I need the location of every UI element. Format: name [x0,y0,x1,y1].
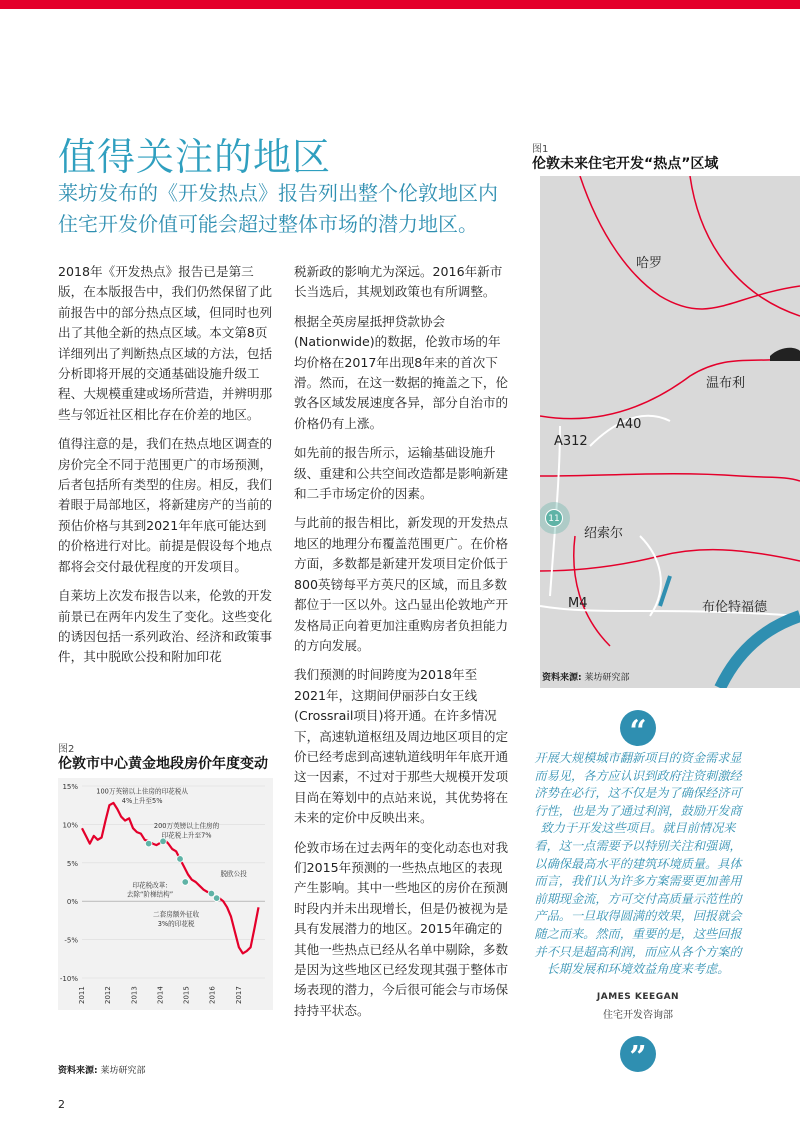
event-marker [208,890,215,897]
figure-label: 图2 [58,744,75,755]
event-marker [213,895,220,902]
map-label-southall: 绍索尔 [584,526,624,541]
rail-line [540,356,800,419]
source-label: 资料来源: [58,1066,98,1076]
rail-line [580,176,800,309]
paragraph: 与此前的报告相比，新发现的开发热点地区的地理分布覆盖范围更广。在价格方面，多数都是新建开发项目定价低于800英镑每平方英尺的区域，而且多数都位于一区以外。这凸显出伦敦地产开发格局正向着更加注重购房者负担能力的方向发展。 [294,515,509,653]
chart-annotation: 4%上升至5% [121,796,163,805]
hotspot-marker[interactable]: 11 [545,509,563,527]
stadium-icon [770,348,800,361]
event-marker [182,879,189,886]
quote-author-role: 住宅开发咨询部 [603,1010,673,1021]
paragraph: 我们预测的时间跨度为2018年至2021年，这期间伊丽莎白女王线(Crossrail项目)将开通。在许多情况下，高速轨道枢纽及周边地区项目的定价已经考虑到高速轨道线明年年底开通这一因素，不过对于那些大规模开发项目尚在筹划中的点站来说，其优势将在未来的定价中反映出来。 [294,667,509,826]
rail-line [540,474,800,481]
pull-quote: 开展大规模城市翻新项目的资金需求显而易见，各方应认识到政府注资刺激经济势在必行，这不仅是为了确保经济可行性，也是为了通过利润，鼓励开发商致力于开发这些项目。就目前情况来看，这一点需要予以特别关注和强调，以确保最高水平的建筑环境质量。具体而言，我们认为许多方案需要更加善用前期现金流，方可交付高质量示范性的产品。一旦取得圆满的效果，回报就会随之而来。然而，重要的是，这些回报并不只是超高利润，而应从各个方案的长期发展和环境效益角度来考虑。 [534,751,742,977]
river-thames [720,616,800,688]
source-value: 莱坊研究部 [100,1066,146,1076]
paragraph: 根据全英房屋抵押贷款协会(Nationwide)的数据，伦敦市场的年均价格在2017年出现8年来的首次下滑。然而，在这一数据的掩盖之下，伦敦各区域发展速度各异，部分自治市的价格仍有上涨。 [294,313,509,431]
x-tick-label: 2013 [130,986,139,1004]
close-quote-icon: ” [620,1036,656,1072]
chart-annotation: 脱欧公投 [220,869,247,878]
paragraph: 伦敦市场在过去两年的变化动态也对我们2015年预测的一些热点地区的表现产生影响。其中一些地区的房价在预测时段内并未出现增长，但是仍被视为是具有发展潜力的地区。2015年确定的其他一些热点已经从名单中剔除，多数是因为这些地区已经发现其强于整体市场表现的潜力，今后很可能会与市场保持持平状态。 [294,839,509,1018]
map-label-m4: M4 [568,596,588,611]
figure-2-source [58,1063,146,1076]
figure-2 [58,740,273,1010]
y-tick-label: -5% [64,936,78,945]
chart-annotation: 二套房额外征收 [153,910,200,919]
map-label-brentford: 布伦特福德 [702,600,768,615]
price-change-chart [58,778,273,1010]
x-tick-label: 2016 [208,986,217,1004]
x-tick-label: 2011 [78,986,86,1004]
figure-1 [532,140,800,174]
x-tick-label: 2017 [234,986,243,1004]
y-tick-label: 10% [62,821,78,830]
quote-author: JAMES KEEGAN [596,992,680,1002]
road [640,536,661,616]
paragraph: 税新政的影响尤为深远。2016年新市长当选后，其规划政策也有所调整。 [294,264,503,300]
paragraph: 值得注意的是，我们在热点地区调查的房价完全不同于范围更广的市场预测，后者包括所有类型的住房。相反，我们着眼于局部地区，将新建房产的当前的预估价格与其到2021年年底可能达到的价格进行对比。前提是假设每个地点都将会交付最优程度的开发项目。 [58,436,273,574]
y-tick-label: 0% [66,898,78,907]
chart-annotation: 印花税改革: [132,881,168,890]
x-tick-label: 2014 [156,986,165,1004]
figure-title: 伦敦未来住宅开发“热点”区域 [532,156,719,172]
chart-annotation: 去除“阶梯结构” [126,890,174,899]
hotspot-map [540,176,800,688]
chart-annotation: 100万英镑以上住房的印花税从 [96,787,188,796]
map-label-a40: A40 [616,417,642,432]
event-marker [177,856,184,863]
paragraph: 自莱坊上次发布报告以来，伦敦的开发前景已在两年内发生了变化。这些变化的诱因包括一系列政治、经济和政策事件，其中脱欧公投和附加印花 [58,588,273,665]
open-quote-icon: “ [620,710,656,746]
map-label-a312: A312 [554,434,588,449]
x-tick-label: 2012 [104,986,113,1004]
chart-annotation: 200万英镑以上住房的 [153,822,220,831]
map-label-harrow: 哈罗 [636,256,663,271]
body-column-2 [294,262,509,1030]
chart-annotation: 印花税上升至7% [161,831,212,840]
rail-line [540,550,800,571]
source-value: 莱坊研究部 [584,673,630,683]
source-label: 资料来源: [542,673,582,683]
page-title: 值得关注的地区 [58,135,332,179]
page-subtitle: 莱坊发布的《开发热点》报告列出整个伦敦地区内住宅开发价值可能会超过整体市场的潜力地区。 [58,181,498,236]
paragraph: 如先前的报告所示，运输基础设施升级、重建和公共空间改造都是影响新建和二手市场定价的因素。 [294,445,509,502]
figure-label: 图1 [532,144,549,155]
y-tick-label: 5% [66,859,78,868]
y-tick-label: -10% [59,975,78,983]
figure-title: 伦敦市中心黄金地段房价年度变动 [58,756,268,772]
x-tick-label: 2015 [182,986,191,1004]
top-brand-bar [0,0,800,9]
map-label-wembley: 温布利 [706,376,746,391]
rail-line [574,536,610,646]
y-tick-label: 15% [62,783,78,791]
figure-1-source [542,670,630,683]
body-column-1 [58,262,273,677]
page-number: 2 [58,1098,65,1111]
chart-annotation: 3%的印花税 [157,919,195,928]
rail-line [690,176,800,316]
paragraph: 2018年《开发热点》报告已是第三版，在本版报告中，我们仍然保留了此前报告中的部分热点区域，但同时也列出了其他全新的热点区域。本文第8页详细列出了判断热点区域的方法，包括分析即将开展的交通基础设施升级工程、大规模重建或场所营造，并辨明那些与邻近社区相比存在价差的地区。 [58,264,273,422]
event-marker [145,840,152,847]
